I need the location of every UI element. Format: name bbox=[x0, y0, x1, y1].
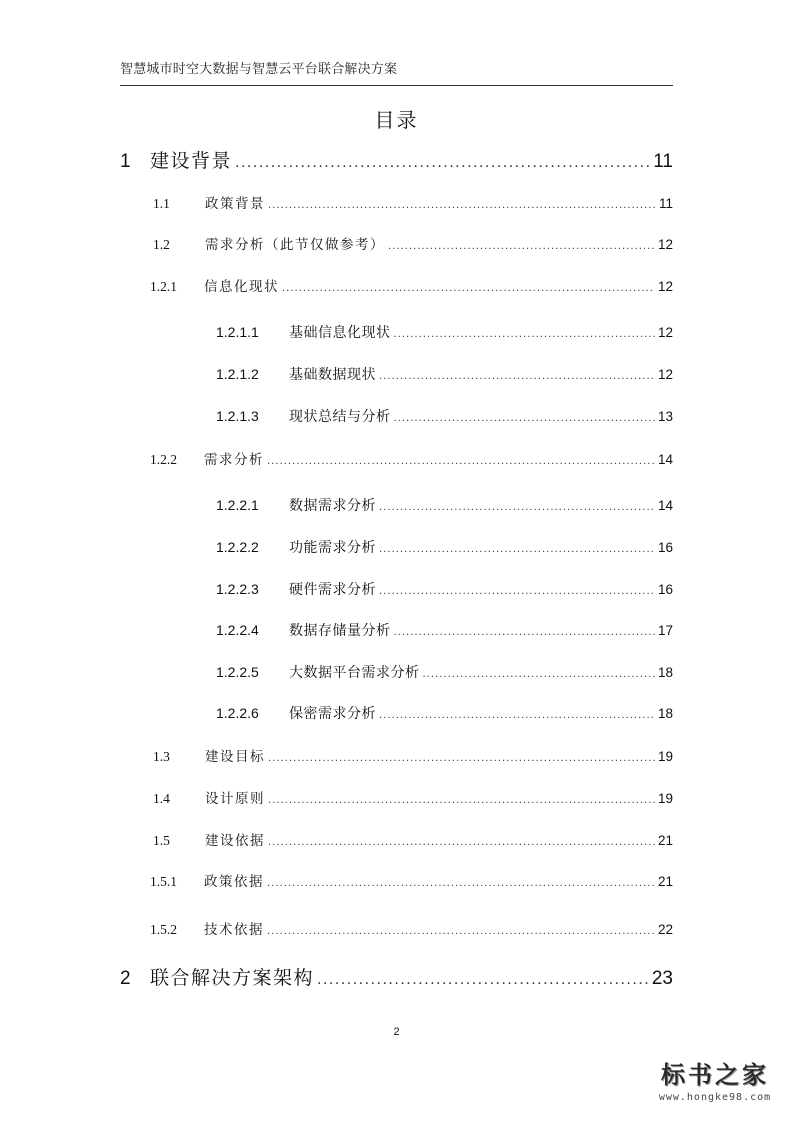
toc-entry-label: 建设依据 bbox=[205, 833, 265, 849]
toc-entry-number: 1.2.2.6 bbox=[216, 705, 259, 721]
watermark-brand: 标书之家 bbox=[661, 1061, 769, 1089]
toc-entry-number: 1.2.2.3 bbox=[216, 581, 259, 597]
dot-leader bbox=[268, 837, 655, 848]
header-divider bbox=[120, 85, 673, 86]
toc-entry-label: 建设目标 bbox=[205, 749, 265, 765]
toc-entry-number: 1.5.2 bbox=[150, 922, 177, 937]
toc-entry-number: 1.5 bbox=[153, 833, 170, 848]
toc-entry-page: 23 bbox=[651, 968, 673, 989]
toc-entry-page: 12 bbox=[657, 367, 673, 382]
toc-entry-label: 基础数据现状 bbox=[289, 367, 376, 383]
dot-leader bbox=[268, 753, 655, 764]
toc-entry-number: 1.2 bbox=[153, 237, 170, 252]
toc-entry-1-3[interactable] bbox=[153, 745, 673, 765]
toc-entry-number: 1.2.1.1 bbox=[216, 324, 259, 340]
toc-entry-page: 19 bbox=[657, 791, 673, 806]
toc-entry-1-2-2-4[interactable] bbox=[216, 620, 673, 640]
toc-entry-page: 14 bbox=[657, 498, 673, 513]
toc-entry-page: 13 bbox=[657, 409, 673, 424]
dot-leader bbox=[394, 329, 655, 340]
toc-entry-1-2-2[interactable] bbox=[150, 448, 673, 468]
toc-entry-page: 19 bbox=[657, 749, 673, 764]
toc-entry-number: 1.2.2 bbox=[150, 452, 177, 467]
toc-entry-1-2-1-3[interactable] bbox=[216, 406, 673, 426]
toc-entry-1[interactable] bbox=[120, 146, 673, 173]
page-number: 2 bbox=[393, 1026, 400, 1038]
toc-entry-2[interactable] bbox=[120, 963, 673, 990]
toc-entry-number: 1.1 bbox=[153, 196, 170, 211]
toc-entry-page: 22 bbox=[657, 922, 673, 937]
dot-leader bbox=[394, 413, 655, 424]
toc-entry-label: 硬件需求分析 bbox=[289, 582, 376, 598]
toc-entry-label: 需求分析（此节仅做参考） bbox=[205, 237, 385, 253]
toc-entry-label: 设计原则 bbox=[205, 791, 265, 807]
toc-entry-page: 14 bbox=[657, 452, 673, 467]
toc-entry-1-2-2-3[interactable] bbox=[216, 579, 673, 599]
toc-entry-page: 21 bbox=[657, 874, 673, 889]
toc-entry-1-5-1[interactable] bbox=[150, 870, 673, 890]
toc-entry-page: 18 bbox=[657, 665, 673, 680]
toc-entry-number: 1.2.1 bbox=[150, 279, 177, 294]
toc-entry-1-2[interactable] bbox=[153, 233, 673, 253]
toc-entry-page: 17 bbox=[657, 623, 673, 638]
dot-leader bbox=[379, 371, 655, 382]
toc-entry-label: 功能需求分析 bbox=[289, 540, 376, 556]
dot-leader bbox=[379, 502, 655, 513]
toc-entry-label: 基础信息化现状 bbox=[289, 325, 391, 341]
toc-entry-label: 数据存储量分析 bbox=[289, 623, 391, 639]
toc-entry-page: 16 bbox=[657, 540, 673, 555]
toc-entry-number: 1.2.1.3 bbox=[216, 408, 259, 424]
toc-entry-page: 12 bbox=[657, 237, 673, 252]
toc-entry-page: 12 bbox=[657, 325, 673, 340]
toc-entry-1-5[interactable] bbox=[153, 829, 673, 849]
toc-entry-1-2-1[interactable] bbox=[150, 275, 673, 295]
toc-entry-number: 1.2.1.2 bbox=[216, 366, 259, 382]
watermark-url: www.hongke98.com bbox=[658, 1092, 772, 1103]
toc-entry-number: 2 bbox=[120, 968, 133, 989]
toc-entry-page: 12 bbox=[657, 279, 673, 294]
toc-entry-label: 信息化现状 bbox=[204, 279, 279, 295]
toc-entry-label: 建设背景 bbox=[150, 150, 233, 172]
toc-entry-label: 需求分析 bbox=[204, 452, 264, 468]
toc-entry-number: 1.2.2.1 bbox=[216, 497, 259, 513]
toc-entry-number: 1.2.2.5 bbox=[216, 664, 259, 680]
dot-leader bbox=[379, 710, 655, 721]
dot-leader bbox=[317, 972, 649, 988]
toc-entry-number: 1.5.1 bbox=[150, 874, 177, 889]
toc-entry-label: 技术依据 bbox=[204, 922, 264, 938]
toc-entry-number: 1.3 bbox=[153, 749, 170, 764]
dot-leader bbox=[267, 456, 655, 467]
toc-entry-1-2-1-1[interactable] bbox=[216, 322, 673, 342]
toc-entry-number: 1.2.2.4 bbox=[216, 622, 259, 638]
dot-leader bbox=[235, 155, 650, 171]
dot-leader bbox=[388, 241, 655, 252]
toc-entry-page: 11 bbox=[653, 151, 673, 172]
dot-leader bbox=[268, 795, 655, 806]
dot-leader bbox=[267, 926, 655, 937]
dot-leader bbox=[267, 878, 655, 889]
toc-entry-1-1[interactable] bbox=[153, 192, 673, 212]
toc-entry-page: 18 bbox=[657, 706, 673, 721]
toc-entry-page: 21 bbox=[657, 833, 673, 848]
watermark-logo bbox=[640, 1058, 790, 1118]
toc-entry-1-2-1-2[interactable] bbox=[216, 364, 673, 384]
toc-entry-1-4[interactable] bbox=[153, 787, 673, 807]
toc-entry-number: 1 bbox=[120, 151, 133, 172]
dot-leader bbox=[379, 586, 655, 597]
running-header: 智慧城市时空大数据与智慧云平台联合解决方案 bbox=[120, 62, 398, 77]
toc-entry-label: 保密需求分析 bbox=[289, 706, 376, 722]
toc-entry-label: 政策依据 bbox=[204, 874, 264, 890]
toc-entry-page: 11 bbox=[658, 196, 673, 211]
toc-entry-1-2-2-1[interactable] bbox=[216, 495, 673, 515]
toc-entry-1-2-2-2[interactable] bbox=[216, 537, 673, 557]
dot-leader bbox=[268, 200, 656, 211]
toc-entry-1-2-2-5[interactable] bbox=[216, 662, 673, 682]
toc-entry-number: 1.4 bbox=[153, 791, 170, 806]
dot-leader bbox=[282, 283, 655, 294]
toc-entry-label: 现状总结与分析 bbox=[289, 409, 391, 425]
toc-entry-label: 大数据平台需求分析 bbox=[289, 665, 420, 681]
toc-entry-label: 政策背景 bbox=[205, 196, 265, 212]
dot-leader bbox=[394, 627, 655, 638]
toc-entry-1-5-2[interactable] bbox=[150, 918, 673, 938]
toc-entry-number: 1.2.2.2 bbox=[216, 539, 259, 555]
toc-entry-page: 16 bbox=[657, 582, 673, 597]
toc-title: 目录 bbox=[374, 108, 419, 132]
dot-leader bbox=[423, 669, 655, 680]
toc-entry-1-2-2-6[interactable] bbox=[216, 703, 673, 723]
toc-entry-label: 数据需求分析 bbox=[289, 498, 376, 514]
toc-entry-label: 联合解决方案架构 bbox=[150, 967, 315, 989]
dot-leader bbox=[379, 544, 655, 555]
